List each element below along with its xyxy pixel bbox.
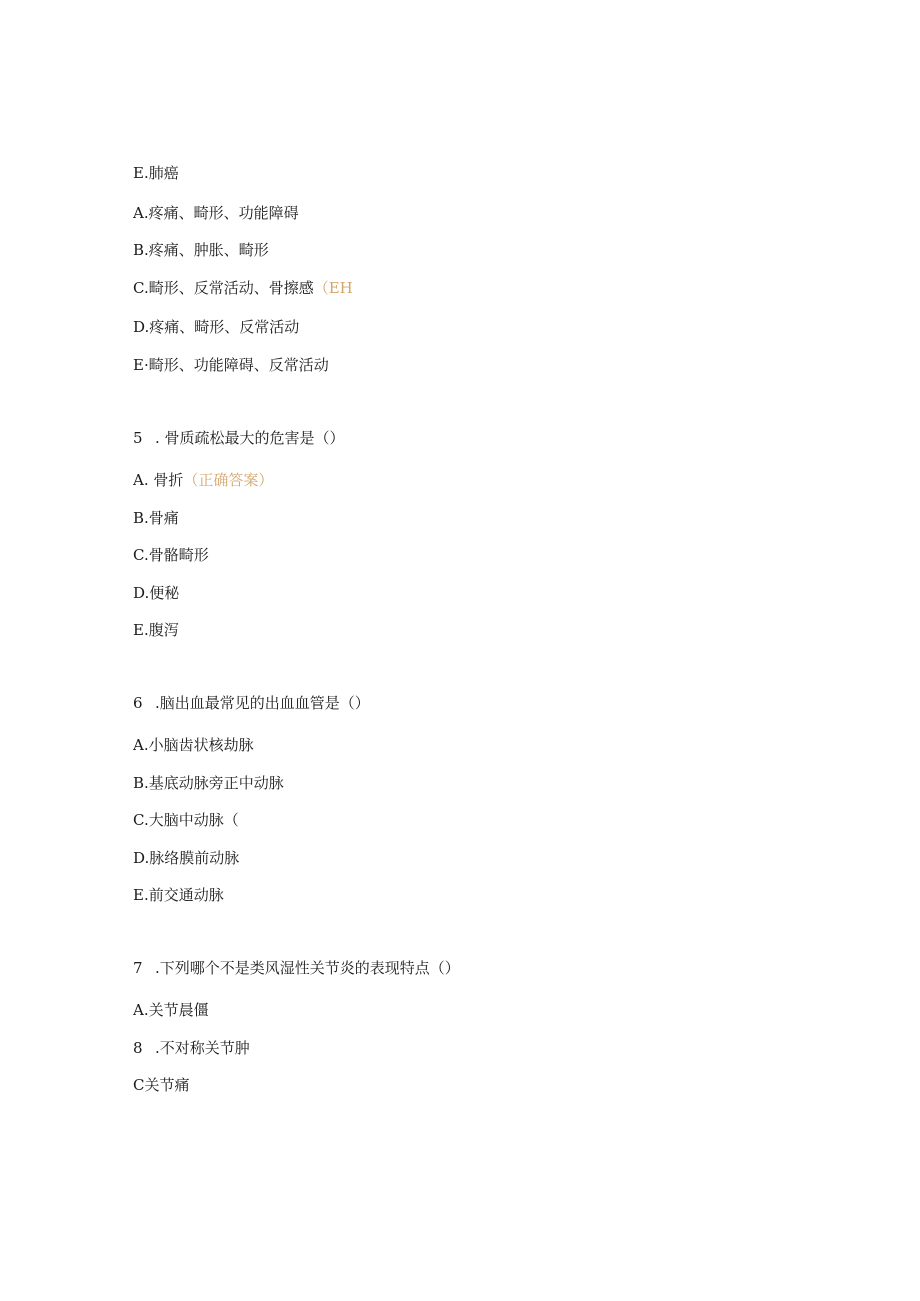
- question-text: .不对称关节肿: [155, 1039, 250, 1057]
- question-number: 8: [133, 1039, 143, 1057]
- question-number: 5: [133, 429, 143, 447]
- q5-option-a-text: A. 骨折: [133, 471, 184, 489]
- option-c: [133, 278, 353, 298]
- question-number: 7: [133, 959, 143, 977]
- question-text: . 骨质疏松最大的危害是（）: [155, 429, 345, 447]
- option-e-lung-cancer: E.肺癌: [133, 164, 179, 182]
- question-5: [133, 428, 345, 448]
- option-e: E·畸形、功能障碍、反常活动: [133, 356, 329, 374]
- q7-option-a: A.关节晨僵: [133, 1001, 209, 1019]
- question-number: 6: [133, 694, 143, 712]
- option-b: B.疼痛、肿胀、畸形: [133, 241, 269, 259]
- q6-option-b: B.基底动脉旁正中动脉: [133, 774, 284, 792]
- question-7: [133, 958, 460, 978]
- q6-option-c: C.大脑中动脉（: [133, 811, 239, 829]
- q8-option-c: C关节痛: [133, 1076, 190, 1094]
- answer-mark: （EH: [313, 279, 353, 297]
- q5-option-d: D.便秘: [133, 584, 180, 602]
- q5-option-c: C.骨骼畸形: [133, 546, 209, 564]
- question-text: .脑出血最常见的出血血管是（）: [155, 694, 370, 712]
- q5-option-e: E.腹泻: [133, 621, 179, 639]
- q5-option-a: [133, 470, 273, 490]
- question-6: [133, 693, 370, 713]
- correct-answer-mark: （正确答案）: [183, 471, 274, 489]
- q6-option-d: D.脉络膜前动脉: [133, 849, 240, 867]
- question-8: [133, 1038, 250, 1058]
- q6-option-a: A.小脑齿状核劫脉: [133, 736, 254, 754]
- option-a: A.疼痛、畸形、功能障碍: [133, 204, 299, 222]
- question-text: .下列哪个不是类风湿性关节炎的表现特点（）: [155, 959, 460, 977]
- q6-option-e: E.前交通动脉: [133, 886, 224, 904]
- q5-option-b: B.骨痛: [133, 509, 179, 527]
- option-c-text: C.畸形、反常活动、骨擦感: [133, 279, 314, 297]
- option-d: D.疼痛、畸形、反常活动: [133, 318, 300, 336]
